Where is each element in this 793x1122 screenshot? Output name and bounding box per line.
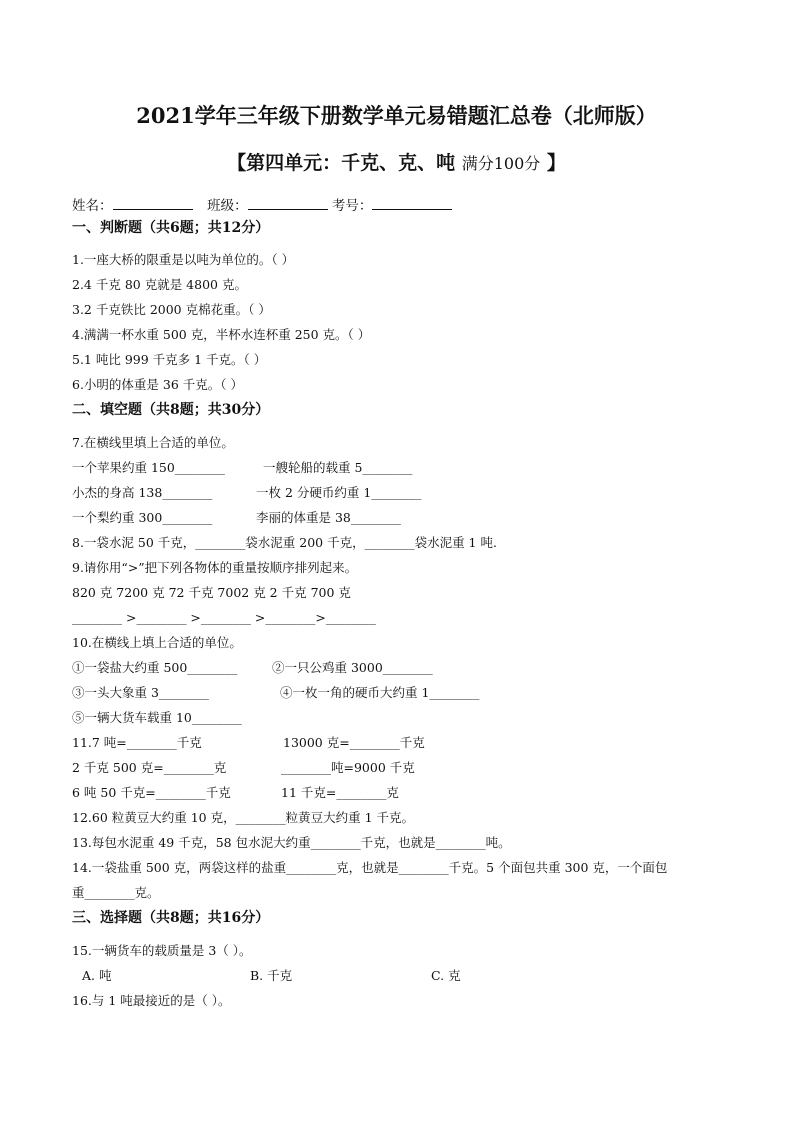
- question-10-item: ②一只公鸡重 3000________: [272, 660, 433, 675]
- name-label: 姓名：: [72, 198, 113, 214]
- question-10-item: ④一枚一角的硬币大约重 1________: [280, 685, 480, 700]
- question-11-item: 11 千克=________克: [281, 785, 399, 800]
- exam-number-field[interactable]: [372, 196, 452, 210]
- question-1: 1.一座大桥的限重是以吨为单位的。（ ）: [72, 252, 295, 267]
- page-subtitle: [0, 150, 793, 177]
- question-7-item: 一个梨约重 300________: [72, 510, 213, 525]
- student-info: [72, 196, 452, 215]
- question-2: 2.4 千克 80 克就是 4800 克。: [72, 277, 247, 292]
- option-a[interactable]: A. 吨: [82, 968, 112, 983]
- question-5: 5.1 吨比 999 千克多 1 千克。（ ）: [72, 352, 267, 367]
- exam-number-label: 考号：: [331, 198, 373, 214]
- question-12: 12.60 粒黄豆大约重 10 克，________粒黄豆大约重 1 千克。: [72, 810, 415, 825]
- class-field[interactable]: [248, 196, 328, 210]
- question-7: 7.在横线里填上合适的单位。: [72, 435, 234, 450]
- question-10-item: ③一头大象重 3________: [72, 685, 209, 700]
- question-10-item: ①一袋盐大约重 500________: [72, 660, 238, 675]
- question-11-item: 6 吨 50 千克=________千克: [72, 785, 231, 800]
- section-heading: 二、填空题（共8题；共30分）: [72, 402, 270, 418]
- option-b[interactable]: B. 千克: [250, 968, 293, 983]
- question-7-item: 小杰的身高 138________: [72, 485, 213, 500]
- name-field[interactable]: [113, 196, 193, 210]
- question-9-items: 820 克 7200 克 72 千克 7002 克 2 千克 700 克: [72, 585, 351, 600]
- question-16: 16.与 1 吨最接近的是（ ）。: [72, 993, 231, 1008]
- question-7-item: 李丽的体重是 38________: [256, 510, 401, 525]
- class-label: 班级：: [207, 198, 248, 214]
- question-8: 8.一袋水泥 50 千克，________袋水泥重 200 千克，________袋水泥重 1 吨.: [72, 535, 497, 550]
- question-6: 6.小明的体重是 36 千克。（ ）: [72, 377, 244, 392]
- question-10-item: ⑤一辆大货车载重 10________: [72, 710, 242, 725]
- question-7-item: 一枚 2 分硬币约重 1________: [256, 485, 422, 500]
- question-4: 4.满满一杯水重 500 克，半杯水连杯重 250 克。（ ）: [72, 327, 371, 342]
- question-7-item: 一个苹果约重 150________: [72, 460, 225, 475]
- question-11-item: ________吨=9000 千克: [281, 760, 415, 775]
- section-heading: 三、选择题（共8题；共16分）: [72, 910, 270, 926]
- subtitle-unit: 【第四单元：千克、克、吨: [227, 152, 456, 174]
- page-title: 2021学年三年级下册数学单元易错题汇总卷（北师版）: [136, 103, 657, 128]
- subtitle-score: 满分100分: [461, 154, 541, 173]
- question-10: 10.在横线上填上合适的单位。: [72, 635, 242, 650]
- question-11-item: 2 千克 500 克=________克: [72, 760, 227, 775]
- question-3: 3.2 千克铁比 2000 克棉花重。（ ）: [72, 302, 271, 317]
- question-13: 13.每包水泥重 49 千克，58 包水泥大约重________千克，也就是________吨。: [72, 835, 511, 850]
- option-c[interactable]: C. 克: [431, 968, 461, 983]
- section-heading: 一、判断题（共6题；共12分）: [72, 220, 270, 236]
- question-15: 15.一辆货车的载质量是 3（ ）。: [72, 943, 252, 958]
- question-11-item: 11.7 吨=________千克: [72, 735, 202, 750]
- question-14: 14.一袋盐重 500 克，两袋这样的盐重________克，也就是________千克。5 个面包共重 300 克，一个面包: [72, 860, 668, 875]
- question-11-item: 13000 克=________千克: [283, 735, 425, 750]
- question-7-item: 一艘轮船的载重 5________: [263, 460, 413, 475]
- question-14-continued: 重________克。: [72, 885, 160, 900]
- question-9: 9.请你用“>”把下列各物体的重量按顺序排列起来。: [72, 560, 358, 575]
- subtitle-bracket-end: 】: [546, 152, 566, 174]
- question-9-blanks: ________ >________ >________ >________>________: [72, 610, 376, 625]
